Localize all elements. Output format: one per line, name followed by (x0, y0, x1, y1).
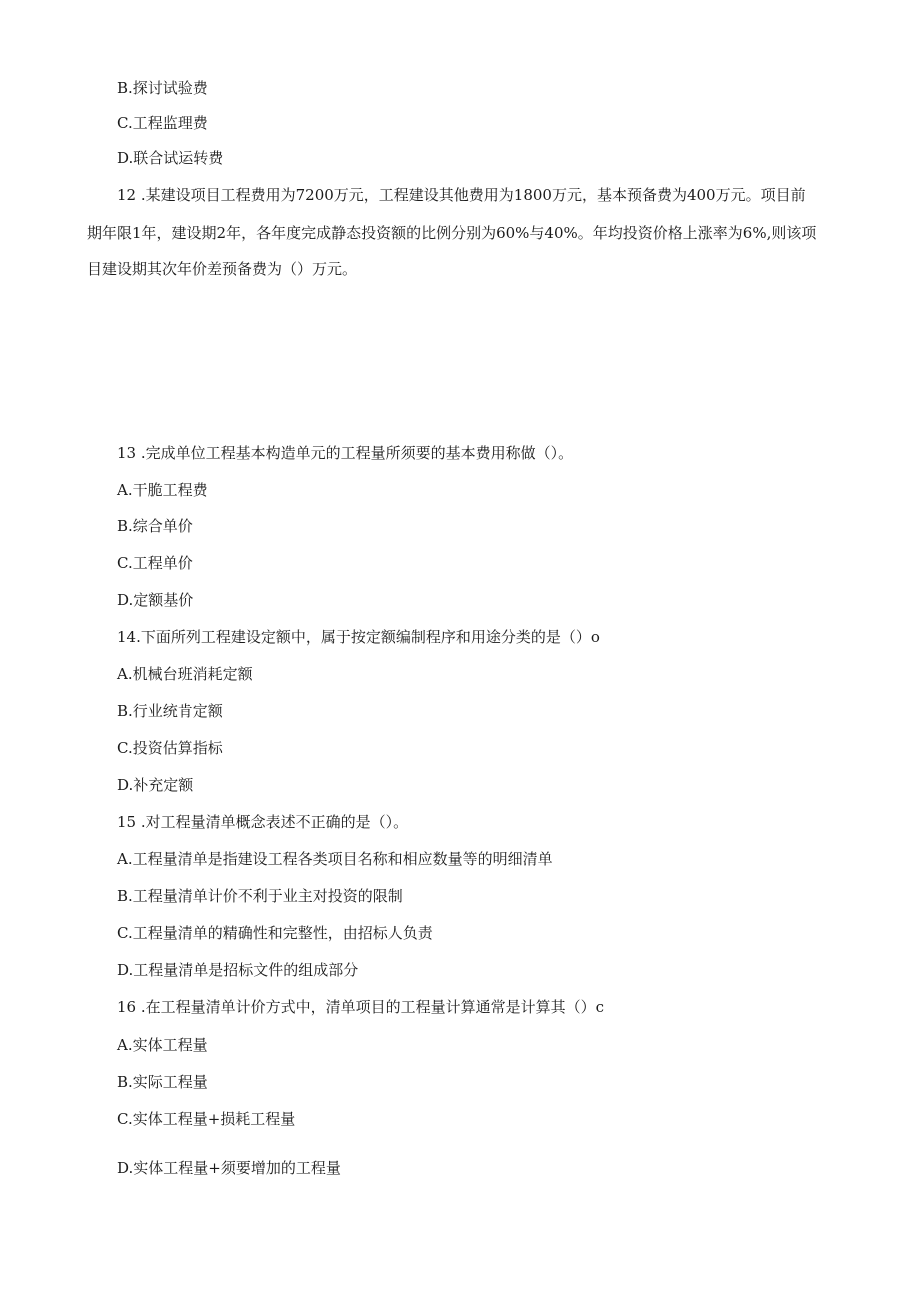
q13-option-b: B.综合单价 (117, 517, 193, 535)
q16-stem: 16 .在工程量清单计价方式中，清单项目的工程量计算通常是计算其（）c (117, 998, 605, 1016)
q11-option-c: C.工程监理费 (117, 114, 208, 132)
q15-stem: 15 .对工程量清单概念表述不正确的是（）。 (117, 813, 409, 831)
q14-stem: 14.下面所列工程建设定额中，属于按定额编制程序和用途分类的是（）o (117, 628, 600, 646)
q13-option-c: C.工程单价 (117, 554, 193, 572)
q16-option-d: D.实体工程量+须要增加的工程量 (117, 1159, 341, 1177)
q11-option-d: D.联合试运转费 (117, 149, 224, 167)
q14-option-c: C.投资估算指标 (117, 739, 223, 757)
q16-option-a: A.实体工程量 (117, 1036, 208, 1054)
q13-option-d: D.定额基价 (117, 591, 194, 609)
q12-stem-line-1: 12 .某建设项目工程费用为7200万元，工程建设其他费用为1800万元，基本预备费为400万元。项目前 (117, 186, 806, 204)
q15-option-c: C.工程量清单的精确性和完整性，由招标人负责 (117, 924, 433, 942)
q14-option-b: B.行业统肯定额 (117, 702, 223, 720)
q11-option-b: B.探讨试验费 (117, 79, 208, 97)
q14-option-d: D.补充定额 (117, 776, 194, 794)
q15-option-d: D.工程量清单是招标文件的组成部分 (117, 961, 359, 979)
q12-stem-line-2: 期年限1年，建设期2年，各年度完成静态投资额的比例分别为60%与40%。年均投资价格上涨率为6%,则该项 (87, 224, 817, 242)
q13-stem: 13 .完成单位工程基本构造单元的工程量所须要的基本费用称做（）。 (117, 444, 574, 462)
q12-stem-line-3: 目建设期其次年价差预备费为（）万元。 (87, 260, 358, 278)
q15-option-b: B.工程量清单计价不利于业主对投资的限制 (117, 887, 403, 905)
q14-option-a: A.机械台班消耗定额 (117, 665, 253, 683)
q16-option-b: B.实际工程量 (117, 1073, 208, 1091)
q15-option-a: A.工程量清单是指建设工程各类项目名称和相应数量等的明细清单 (117, 850, 553, 868)
q16-option-c: C.实体工程量+损耗工程量 (117, 1110, 296, 1128)
q13-option-a: A.干脆工程费 (117, 481, 208, 499)
